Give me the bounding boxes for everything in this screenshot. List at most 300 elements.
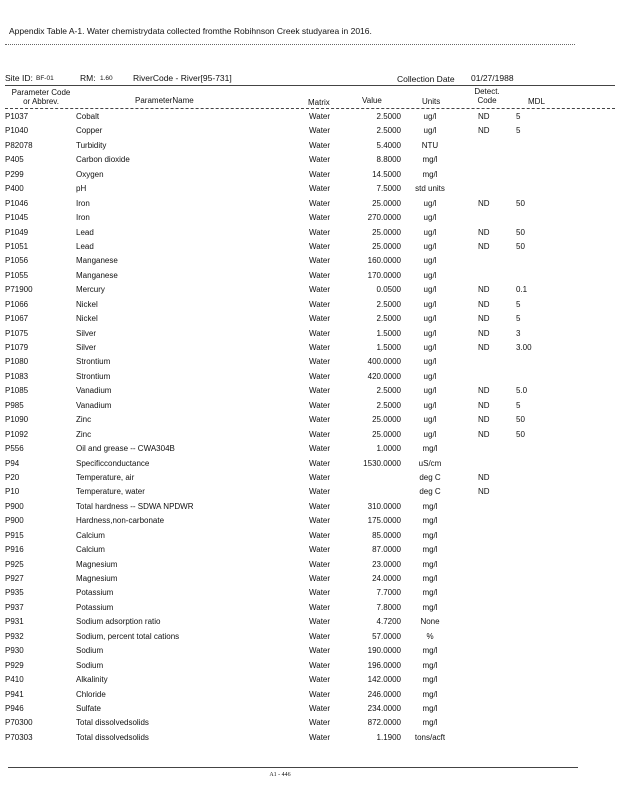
table-row: [0, 659, 618, 673]
cell-value: 2.5000: [376, 386, 401, 396]
cell-value: 87.0000: [372, 545, 401, 555]
cell-name: Manganese: [76, 256, 118, 266]
cell-matrix: Water: [309, 472, 331, 482]
cell-code: P985: [5, 400, 24, 410]
cell-code: P1046: [5, 198, 29, 208]
cell-matrix: Water: [309, 213, 331, 223]
table-row: [0, 254, 618, 268]
cell-detect: ND: [478, 198, 490, 208]
cell-units: mg/l: [422, 660, 438, 670]
cell-matrix: Water: [309, 602, 331, 612]
table-row: [0, 543, 618, 557]
cell-code: P1037: [5, 112, 29, 121]
table-row: [0, 168, 618, 182]
cell-mdl: 50: [516, 227, 525, 237]
cell-name: Total hardness -- SDWA NPDWR: [76, 501, 194, 511]
cell-name: Strontium: [76, 371, 111, 381]
cell-name: Sodium adsorption ratio: [76, 617, 161, 627]
cell-name: Sodium, percent total cations: [76, 631, 180, 641]
cell-matrix: Water: [309, 703, 331, 713]
cell-matrix: Water: [309, 617, 331, 627]
cell-units: ug/l: [423, 270, 437, 280]
cell-name: Zinc: [76, 415, 92, 425]
cell-matrix: Water: [309, 545, 331, 555]
cell-name: Magnesium: [76, 574, 118, 583]
cell-mdl: 5: [516, 400, 521, 410]
cell-units: ug/l: [423, 256, 437, 266]
cell-units: ug/l: [423, 429, 437, 439]
table-row: [0, 644, 618, 658]
cell-matrix: Water: [309, 559, 331, 569]
cell-units: mg/l: [422, 718, 438, 728]
cell-value: 23.0000: [372, 559, 401, 569]
collection-date-label: Collection Date: [397, 74, 455, 84]
cell-value: 2.5000: [376, 400, 401, 410]
table-row: [0, 341, 618, 355]
cell-detect: ND: [478, 415, 490, 425]
cell-detect: ND: [478, 112, 490, 121]
cell-matrix: Water: [309, 140, 331, 150]
cell-matrix: Water: [309, 689, 331, 699]
cell-units: mg/l: [422, 530, 438, 540]
cell-code: P1049: [5, 227, 29, 237]
cell-name: Calcium: [76, 530, 105, 540]
cell-value: 25.0000: [372, 429, 401, 439]
cell-matrix: Water: [309, 444, 331, 454]
table-row: [0, 615, 618, 629]
cell-matrix: Water: [309, 646, 331, 656]
table-row: [0, 399, 618, 413]
cell-detect: ND: [478, 299, 490, 309]
table-row: [0, 312, 618, 326]
cell-value: 175.0000: [367, 516, 401, 526]
cell-units: mg/l: [422, 516, 438, 526]
cell-value: 25.0000: [372, 227, 401, 237]
cell-name: Lead: [76, 241, 94, 251]
data-table-body: [0, 110, 618, 745]
cell-code: P935: [5, 588, 24, 598]
cell-name: Mercury: [76, 285, 105, 295]
site-id-value: BF-01: [36, 75, 54, 82]
cell-detect: ND: [478, 314, 490, 324]
cell-name: Iron: [76, 213, 90, 223]
rm-value: 1.60: [100, 75, 113, 82]
cell-units: ug/l: [423, 371, 437, 381]
column-header-value: Value: [362, 96, 382, 105]
cell-units: ug/l: [423, 415, 437, 425]
cell-matrix: Water: [309, 169, 331, 179]
table-row: [0, 211, 618, 225]
cell-name: Chloride: [76, 689, 106, 699]
cell-value: 7.5000: [376, 184, 401, 194]
cell-value: 0.0500: [376, 285, 401, 295]
cell-units: ug/l: [423, 400, 437, 410]
cell-code: P70303: [5, 732, 33, 742]
table-row: [0, 226, 618, 240]
cell-code: P10: [5, 487, 20, 497]
cell-value: 85.0000: [372, 530, 401, 540]
column-header-divider: [5, 108, 615, 109]
collection-date-value: 01/27/1988: [471, 73, 514, 83]
cell-value: 2.5000: [376, 126, 401, 136]
cell-units: mg/l: [422, 675, 438, 685]
cell-value: 190.0000: [367, 646, 401, 656]
cell-units: mg/l: [422, 574, 438, 583]
table-row: [0, 601, 618, 615]
cell-name: Nickel: [76, 314, 98, 324]
cell-mdl: 5: [516, 126, 521, 136]
cell-units: ug/l: [423, 198, 437, 208]
cell-units: std units: [415, 184, 445, 194]
cell-matrix: Water: [309, 328, 331, 338]
cell-detect: ND: [478, 285, 490, 295]
table-row: [0, 500, 618, 514]
cell-name: Carbon dioxide: [76, 155, 130, 165]
table-row: [0, 197, 618, 211]
cell-units: ug/l: [423, 299, 437, 309]
cell-value: 25.0000: [372, 415, 401, 425]
table-row: [0, 716, 618, 730]
table-row: [0, 124, 618, 138]
table-row: [0, 630, 618, 644]
cell-code: P400: [5, 184, 24, 194]
cell-units: mg/l: [422, 501, 438, 511]
cell-value: 7.7000: [376, 588, 401, 598]
table-row: [0, 298, 618, 312]
cell-value: 1.1900: [376, 732, 401, 742]
cell-name: Vanadium: [76, 386, 112, 396]
cell-matrix: Water: [309, 371, 331, 381]
cell-matrix: Water: [309, 718, 331, 728]
cell-code: P1083: [5, 371, 29, 381]
cell-matrix: Water: [309, 126, 331, 136]
cell-detect: ND: [478, 328, 490, 338]
table-row: [0, 139, 618, 153]
cell-matrix: Water: [309, 112, 331, 121]
table-row: [0, 688, 618, 702]
cell-matrix: Water: [309, 660, 331, 670]
cell-matrix: Water: [309, 241, 331, 251]
cell-name: Strontium: [76, 357, 111, 367]
cell-units: mg/l: [422, 588, 438, 598]
table-row: [0, 370, 618, 384]
cell-name: Zinc: [76, 429, 92, 439]
cell-mdl: 50: [516, 415, 525, 425]
cell-matrix: Water: [309, 155, 331, 165]
cell-name: Oil and grease -- CWA304B: [76, 444, 175, 454]
cell-units: ug/l: [423, 285, 437, 295]
cell-units: deg C: [419, 472, 441, 482]
cell-matrix: Water: [309, 227, 331, 237]
rm-label: RM:: [80, 73, 96, 83]
column-header-detect: [472, 87, 502, 105]
cell-units: mg/l: [422, 169, 438, 179]
cell-code: P930: [5, 646, 24, 656]
cell-value: 246.0000: [367, 689, 401, 699]
cell-units: mg/l: [422, 602, 438, 612]
table-row: [0, 471, 618, 485]
column-header-detect-line1: Detect.: [474, 87, 500, 96]
cell-name: Calcium: [76, 545, 105, 555]
cell-units: ug/l: [423, 386, 437, 396]
column-header-matrix: Matrix: [308, 98, 330, 107]
cell-value: 1.5000: [376, 328, 401, 338]
cell-value: 1.0000: [376, 444, 401, 454]
cell-code: P1051: [5, 241, 29, 251]
cell-detect: ND: [478, 472, 490, 482]
table-row: [0, 586, 618, 600]
cell-mdl: 5: [516, 112, 521, 121]
table-row: [0, 413, 618, 427]
cell-units: ug/l: [423, 357, 437, 367]
cell-mdl: 50: [516, 198, 525, 208]
cell-code: P82078: [5, 140, 33, 150]
cell-name: Cobalt: [76, 112, 100, 121]
header-divider: [5, 85, 615, 86]
cell-detect: ND: [478, 487, 490, 497]
cell-matrix: Water: [309, 631, 331, 641]
cell-name: Potassium: [76, 588, 114, 598]
cell-name: Temperature, air: [76, 472, 135, 482]
cell-matrix: Water: [309, 588, 331, 598]
cell-matrix: Water: [309, 299, 331, 309]
cell-units: ug/l: [423, 112, 437, 121]
cell-matrix: Water: [309, 256, 331, 266]
cell-matrix: Water: [309, 516, 331, 526]
cell-value: 400.0000: [367, 357, 401, 367]
cell-code: P929: [5, 660, 24, 670]
cell-detect: ND: [478, 227, 490, 237]
table-row: [0, 384, 618, 398]
cell-units: mg/l: [422, 703, 438, 713]
column-header-param-name: ParameterName: [135, 96, 194, 105]
cell-name: Total dissolvedsolids: [76, 732, 149, 742]
cell-name: Hardness,non-carbonate: [76, 516, 165, 526]
cell-code: P556: [5, 444, 24, 454]
cell-matrix: Water: [309, 501, 331, 511]
cell-value: 160.0000: [367, 256, 401, 266]
cell-value: 24.0000: [372, 574, 401, 583]
cell-value: 2.5000: [376, 314, 401, 324]
table-row: [0, 428, 618, 442]
cell-units: mg/l: [422, 444, 438, 454]
site-id-label: Site ID:: [5, 73, 33, 83]
table-row: [0, 529, 618, 543]
cell-code: P1067: [5, 314, 29, 324]
cell-units: None: [420, 617, 440, 627]
cell-detect: ND: [478, 126, 490, 136]
cell-name: Specificconductance: [76, 458, 150, 468]
cell-code: P405: [5, 155, 24, 165]
cell-value: 1.5000: [376, 343, 401, 352]
cell-name: Sodium: [76, 646, 104, 656]
column-header-units: Units: [422, 97, 441, 106]
cell-units: ug/l: [423, 328, 437, 338]
cell-code: P94: [5, 458, 20, 468]
cell-code: P937: [5, 602, 24, 612]
cell-value: 5.4000: [376, 140, 401, 150]
cell-units: ug/l: [423, 213, 437, 223]
table-row: [0, 702, 618, 716]
cell-value: 25.0000: [372, 198, 401, 208]
cell-value: 14.5000: [372, 169, 401, 179]
cell-code: P931: [5, 617, 24, 627]
cell-matrix: Water: [309, 314, 331, 324]
cell-name: Alkalinity: [76, 675, 108, 685]
cell-code: P1075: [5, 328, 29, 338]
cell-matrix: Water: [309, 285, 331, 295]
table-row: [0, 269, 618, 283]
cell-units: mg/l: [422, 545, 438, 555]
cell-mdl: 3: [516, 328, 521, 338]
cell-code: P410: [5, 675, 24, 685]
column-header-mdl: MDL: [528, 97, 545, 106]
table-row: [0, 240, 618, 254]
cell-units: ug/l: [423, 126, 437, 136]
column-header-param-code-line1: Parameter Code: [11, 88, 71, 97]
river-code: RiverCode - River[95-731]: [133, 73, 232, 83]
cell-code: P925: [5, 559, 24, 569]
cell-detect: ND: [478, 386, 490, 396]
table-row: [0, 442, 618, 456]
cell-matrix: Water: [309, 386, 331, 396]
cell-units: mg/l: [422, 155, 438, 165]
document-title: Appendix Table A-1. Water chemistrydata collected fromthe Robihnson Creek studyarea in 2016.: [9, 26, 372, 36]
cell-units: mg/l: [422, 689, 438, 699]
column-header-detect-line2: Code: [477, 96, 497, 105]
cell-code: P1045: [5, 213, 29, 223]
cell-value: 196.0000: [367, 660, 401, 670]
cell-name: Manganese: [76, 270, 118, 280]
title-divider: [5, 44, 575, 45]
cell-name: Lead: [76, 227, 94, 237]
cell-name: Sulfate: [76, 703, 101, 713]
cell-matrix: Water: [309, 429, 331, 439]
cell-units: ug/l: [423, 241, 437, 251]
cell-units: ug/l: [423, 227, 437, 237]
cell-matrix: Water: [309, 184, 331, 194]
cell-value: 7.8000: [376, 602, 401, 612]
cell-code: P1092: [5, 429, 29, 439]
cell-mdl: 0.1: [516, 285, 528, 295]
cell-code: P915: [5, 530, 24, 540]
cell-name: Copper: [76, 126, 103, 136]
table-row: [0, 514, 618, 528]
column-header-param-code: [6, 88, 76, 106]
table-row: [0, 673, 618, 687]
cell-code: P70300: [5, 718, 33, 728]
cell-value: 142.0000: [367, 675, 401, 685]
cell-code: P1056: [5, 256, 29, 266]
table-row: [0, 485, 618, 499]
cell-units: tons/acft: [414, 732, 446, 742]
cell-value: 57.0000: [372, 631, 401, 641]
cell-name: Turbidity: [76, 140, 107, 150]
cell-detect: ND: [478, 343, 490, 352]
cell-detect: ND: [478, 429, 490, 439]
cell-matrix: Water: [309, 458, 331, 468]
cell-code: P1080: [5, 357, 29, 367]
cell-matrix: Water: [309, 675, 331, 685]
table-row: [0, 355, 618, 369]
cell-value: 4.7200: [376, 617, 401, 627]
cell-code: P946: [5, 703, 24, 713]
cell-detect: ND: [478, 241, 490, 251]
cell-mdl: 5: [516, 314, 521, 324]
cell-mdl: 5.0: [516, 386, 528, 396]
cell-matrix: Water: [309, 270, 331, 280]
cell-code: P1079: [5, 343, 29, 352]
cell-name: Vanadium: [76, 400, 112, 410]
cell-matrix: Water: [309, 415, 331, 425]
cell-code: P20: [5, 472, 20, 482]
cell-value: 1530.0000: [363, 458, 401, 468]
cell-matrix: Water: [309, 357, 331, 367]
cell-name: Potassium: [76, 602, 114, 612]
cell-code: P941: [5, 689, 24, 699]
cell-name: Nickel: [76, 299, 98, 309]
cell-matrix: Water: [309, 487, 331, 497]
table-row: [0, 110, 618, 124]
cell-units: deg C: [419, 487, 441, 497]
cell-matrix: Water: [309, 530, 331, 540]
cell-code: P1066: [5, 299, 29, 309]
cell-units: uS/cm: [418, 458, 442, 468]
cell-name: Oxygen: [76, 169, 104, 179]
cell-units: mg/l: [422, 646, 438, 656]
cell-units: %: [426, 631, 434, 641]
cell-code: P932: [5, 631, 24, 641]
cell-name: Temperature, water: [76, 487, 145, 497]
cell-mdl: 5: [516, 299, 521, 309]
cell-matrix: Water: [309, 574, 331, 583]
table-row: [0, 153, 618, 167]
table-row: [0, 182, 618, 196]
cell-code: P1040: [5, 126, 29, 136]
cell-value: 270.0000: [367, 213, 401, 223]
cell-value: 2.5000: [376, 299, 401, 309]
cell-value: 234.0000: [367, 703, 401, 713]
cell-code: P1055: [5, 270, 29, 280]
cell-name: pH: [76, 184, 87, 194]
cell-value: 420.0000: [367, 371, 401, 381]
table-row: [0, 283, 618, 297]
cell-matrix: Water: [309, 732, 331, 742]
cell-code: P927: [5, 574, 24, 583]
cell-units: mg/l: [422, 559, 438, 569]
cell-name: Silver: [76, 328, 97, 338]
table-row: [0, 572, 618, 586]
cell-name: Silver: [76, 343, 97, 352]
cell-code: P916: [5, 545, 24, 555]
page-number: A1 - 446: [269, 772, 291, 778]
cell-units: NTU: [421, 140, 439, 150]
cell-name: Magnesium: [76, 559, 118, 569]
cell-code: P1090: [5, 415, 29, 425]
table-row: [0, 731, 618, 745]
cell-mdl: 3.00: [516, 343, 532, 352]
cell-code: P299: [5, 169, 24, 179]
cell-units: ug/l: [423, 314, 437, 324]
cell-value: 25.0000: [372, 241, 401, 251]
cell-matrix: Water: [309, 400, 331, 410]
cell-code: P900: [5, 501, 24, 511]
footer-divider: [8, 767, 578, 768]
table-row: [0, 457, 618, 471]
cell-code: P71900: [5, 285, 33, 295]
cell-mdl: 50: [516, 241, 525, 251]
cell-detect: ND: [478, 400, 490, 410]
